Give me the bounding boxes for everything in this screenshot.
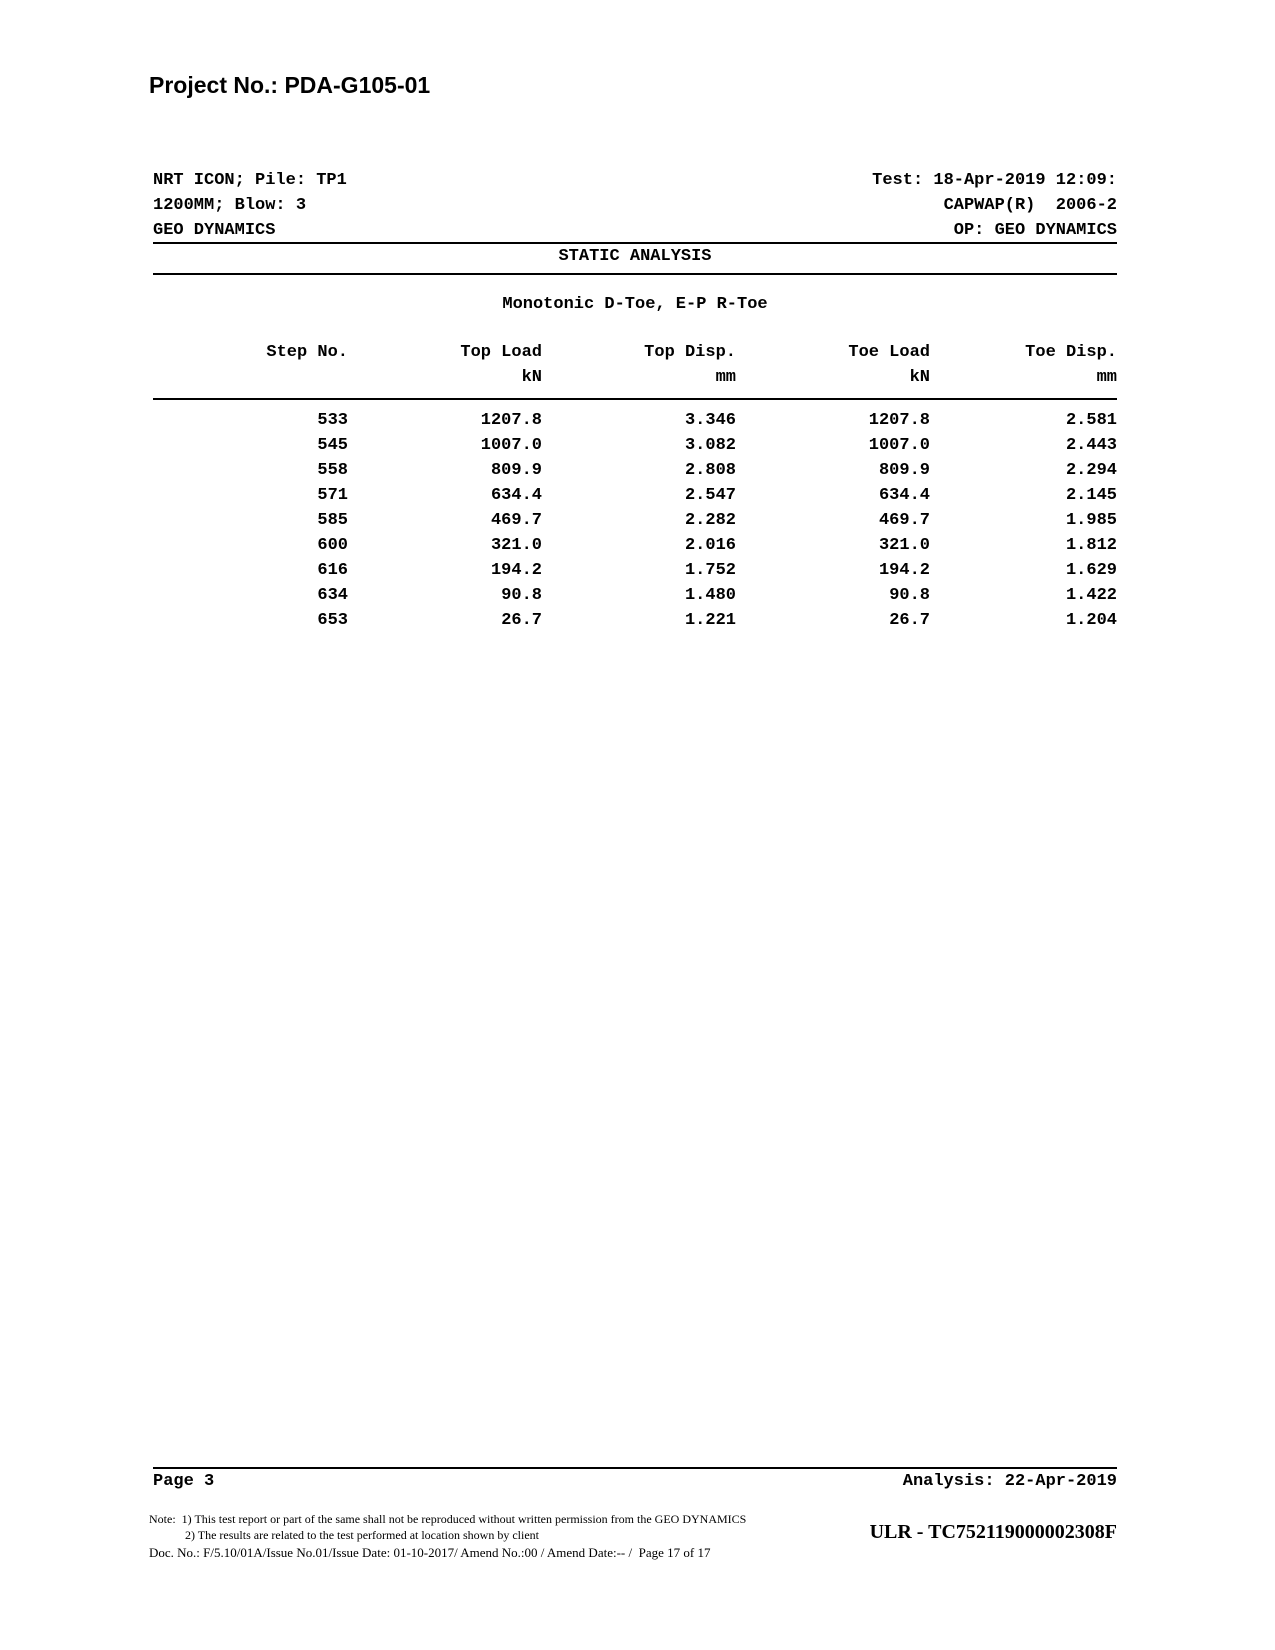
cell-top-disp: 3.082 (684, 436, 736, 455)
table-row (153, 408, 1117, 433)
col-toe-load: Toe Load (848, 343, 930, 362)
document-number: Doc. No.: F/5.10/01A/Issue No.01/Issue Date: 01-10-2017/ Amend No.:00 / Amend Date:-- / Page 17 of 17 (149, 1545, 711, 1560)
cell-step-no: 571 (317, 486, 348, 505)
cell-top-load: 634.4 (490, 486, 542, 505)
cell-toe-disp: 2.145 (1065, 486, 1117, 505)
cell-top-load: 469.7 (490, 511, 542, 530)
header-software: CAPWAP(R) 2006-2 (943, 196, 1117, 215)
results-table (153, 408, 1117, 633)
cell-step-no: 616 (317, 561, 348, 580)
col-step-no: Step No. (266, 343, 348, 362)
analysis-subtitle: Monotonic D-Toe, E-P R-Toe (502, 295, 768, 314)
cell-top-load: 194.2 (490, 561, 542, 580)
cell-top-disp: 1.221 (684, 611, 736, 630)
cell-toe-load: 321.0 (878, 536, 930, 555)
unit-top-load: kN (521, 368, 542, 387)
col-top-disp: Top Disp. (644, 343, 736, 362)
ulr-number: ULR - TC752119000002308F (869, 1521, 1117, 1543)
header-units-row (153, 365, 1117, 390)
cell-toe-load: 26.7 (889, 611, 930, 630)
table-row (153, 608, 1117, 633)
cell-toe-load: 90.8 (889, 586, 930, 605)
header-site-pile: NRT ICON; Pile: TP1 (153, 171, 347, 190)
cell-top-load: 1207.8 (480, 411, 542, 430)
section-title: STATIC ANALYSIS (558, 247, 712, 266)
cell-step-no: 533 (317, 411, 348, 430)
cell-top-load: 90.8 (501, 586, 542, 605)
cell-toe-load: 809.9 (878, 461, 930, 480)
cell-toe-disp: 2.294 (1065, 461, 1117, 480)
unit-toe-load: kN (909, 368, 930, 387)
table-row (153, 483, 1117, 508)
header-company: GEO DYNAMICS (153, 221, 276, 240)
cell-toe-load: 634.4 (878, 486, 930, 505)
cell-toe-load: 469.7 (878, 511, 930, 530)
column-headers (153, 340, 1117, 390)
cell-top-load: 26.7 (501, 611, 542, 630)
cell-step-no: 545 (317, 436, 348, 455)
cell-step-no: 558 (317, 461, 348, 480)
report-header (153, 168, 1117, 243)
cell-top-disp: 2.016 (684, 536, 736, 555)
cell-top-disp: 2.282 (684, 511, 736, 530)
unit-top-disp: mm (715, 368, 736, 387)
table-row (153, 508, 1117, 533)
cell-top-disp: 1.752 (684, 561, 736, 580)
cell-toe-load: 1207.8 (868, 411, 930, 430)
header-diameter-blow: 1200MM; Blow: 3 (153, 196, 307, 215)
cell-step-no: 634 (317, 586, 348, 605)
cell-top-disp: 2.808 (684, 461, 736, 480)
page-footer (153, 1469, 1117, 1494)
table-row (153, 433, 1117, 458)
cell-step-no: 585 (317, 511, 348, 530)
table-row (153, 558, 1117, 583)
note-line-2: 2) The results are related to the test performed at location shown by client (185, 1528, 539, 1542)
col-toe-disp: Toe Disp. (1025, 343, 1117, 362)
cell-toe-disp: 1.422 (1065, 586, 1117, 605)
header-operator: OP: GEO DYNAMICS (953, 221, 1117, 240)
table-header-divider (153, 398, 1117, 400)
cell-top-disp: 1.480 (684, 586, 736, 605)
cell-top-load: 321.0 (490, 536, 542, 555)
cell-toe-disp: 1.204 (1065, 611, 1117, 630)
header-test-date: Test: 18-Apr-2019 12:09: (872, 171, 1117, 190)
unit-step-no (153, 365, 348, 390)
analysis-date: Analysis: 22-Apr-2019 (902, 1472, 1117, 1491)
cell-toe-load: 1007.0 (868, 436, 930, 455)
cell-toe-disp: 1.629 (1065, 561, 1117, 580)
cell-step-no: 653 (317, 611, 348, 630)
project-number: Project No.: PDA-G105-01 (149, 72, 431, 98)
page-number: Page 3 (153, 1472, 215, 1491)
cell-step-no: 600 (317, 536, 348, 555)
cell-toe-disp: 1.812 (1065, 536, 1117, 555)
table-row (153, 458, 1117, 483)
table-row (153, 583, 1117, 608)
table-row (153, 533, 1117, 558)
section-divider (153, 273, 1117, 275)
col-top-load: Top Load (460, 343, 542, 362)
cell-top-disp: 3.346 (684, 411, 736, 430)
unit-toe-disp: mm (1096, 368, 1117, 387)
cell-top-load: 1007.0 (480, 436, 542, 455)
cell-toe-disp: 1.985 (1065, 511, 1117, 530)
cell-top-disp: 2.547 (684, 486, 736, 505)
note-line-1: Note: 1) This test report or part of the same shall not be reproduced without written permission from the GEO DYNAMICS (149, 1512, 747, 1526)
cell-toe-load: 194.2 (878, 561, 930, 580)
cell-toe-disp: 2.581 (1065, 411, 1117, 430)
header-labels-row (153, 340, 1117, 365)
cell-top-load: 809.9 (490, 461, 542, 480)
cell-toe-disp: 2.443 (1065, 436, 1117, 455)
